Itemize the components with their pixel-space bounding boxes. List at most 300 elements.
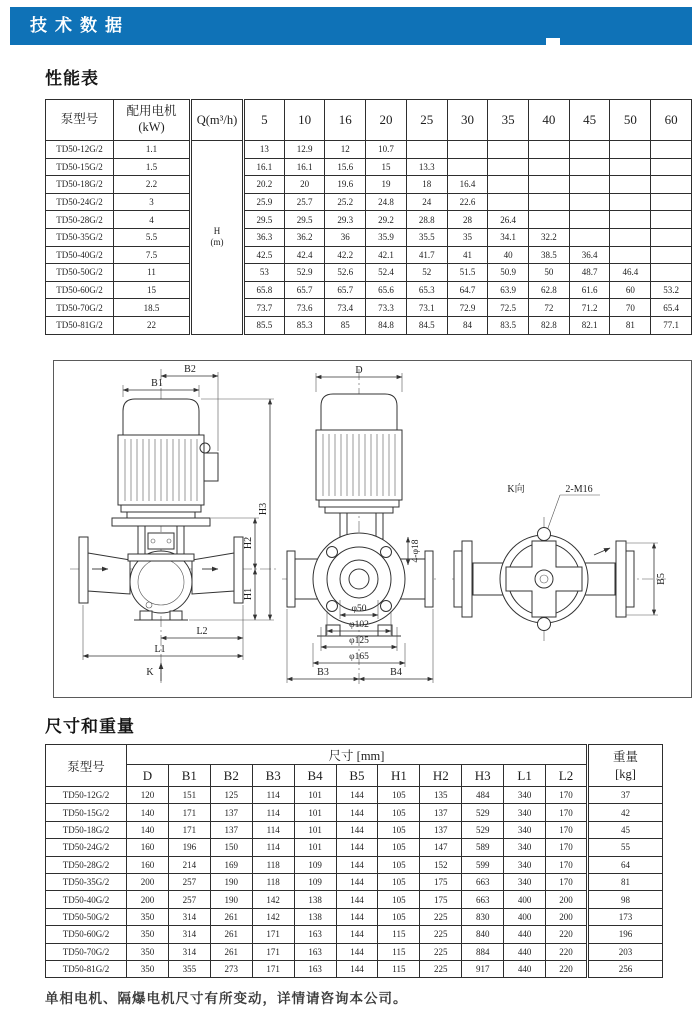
head-value-cell: 28.8 bbox=[406, 211, 447, 229]
flow-column-header: 20 bbox=[366, 100, 407, 141]
dimensions-row bbox=[46, 908, 663, 925]
dim-column-header: B3 bbox=[252, 765, 294, 787]
dimension-value-cell: 101 bbox=[294, 804, 336, 821]
dimension-value-cell: 200 bbox=[127, 873, 169, 890]
weight-value-cell: 81 bbox=[588, 873, 663, 890]
motor-power: 22 bbox=[114, 316, 191, 334]
dimension-value-cell: 125 bbox=[210, 787, 252, 804]
dimension-value-cell: 350 bbox=[127, 926, 169, 943]
head-value-cell bbox=[529, 193, 570, 211]
head-value-cell: 42.5 bbox=[244, 246, 285, 264]
head-value-cell: 22.6 bbox=[447, 193, 488, 211]
dimensions-row bbox=[46, 873, 663, 890]
dimension-value-cell: 118 bbox=[252, 856, 294, 873]
pump-model: TD50-35G/2 bbox=[46, 228, 114, 246]
dimension-value-cell: 170 bbox=[546, 873, 588, 890]
dimension-value-cell: 340 bbox=[504, 821, 546, 838]
dim-label-phi125: φ125 bbox=[349, 636, 369, 646]
head-value-cell bbox=[488, 158, 529, 176]
weight-value-cell: 45 bbox=[588, 821, 663, 838]
head-value-cell: 40 bbox=[488, 246, 529, 264]
head-value-cell: 15 bbox=[366, 158, 407, 176]
motor-power: 18.5 bbox=[114, 299, 191, 317]
dimension-value-cell: 114 bbox=[252, 839, 294, 856]
pump-model: TD50-12G/2 bbox=[46, 787, 127, 804]
head-value-cell: 24.8 bbox=[366, 193, 407, 211]
head-value-cell: 65.3 bbox=[406, 281, 447, 299]
head-value-cell: 73.7 bbox=[244, 299, 285, 317]
flow-column-header: 50 bbox=[610, 100, 651, 141]
head-value-cell: 41.7 bbox=[406, 246, 447, 264]
dim-label-b3: B3 bbox=[317, 667, 329, 678]
head-value-cell: 50.9 bbox=[488, 264, 529, 282]
dimension-value-cell: 115 bbox=[378, 943, 420, 960]
dimensions-row bbox=[46, 804, 663, 821]
flow-column-header: 5 bbox=[244, 100, 285, 141]
head-value-cell bbox=[569, 141, 610, 159]
head-value-cell bbox=[529, 211, 570, 229]
head-value-cell: 13.3 bbox=[406, 158, 447, 176]
dimension-value-cell: 114 bbox=[252, 787, 294, 804]
performance-table-body bbox=[46, 141, 692, 335]
head-value-cell: 50 bbox=[529, 264, 570, 282]
pump-model: TD50-70G/2 bbox=[46, 943, 127, 960]
dimension-value-cell: 150 bbox=[210, 839, 252, 856]
pump-drawings bbox=[54, 361, 691, 697]
head-value-cell: 42.4 bbox=[284, 246, 325, 264]
head-value-cell: 65.7 bbox=[325, 281, 366, 299]
dim-label-phi102: φ102 bbox=[349, 620, 369, 630]
dimension-value-cell: 105 bbox=[378, 856, 420, 873]
dimension-value-cell: 152 bbox=[420, 856, 462, 873]
weight-value-cell: 173 bbox=[588, 908, 663, 925]
dimension-value-cell: 340 bbox=[504, 839, 546, 856]
flow-column-header: 45 bbox=[569, 100, 610, 141]
dimension-value-cell: 120 bbox=[127, 787, 169, 804]
col-flow-rate: Q(m³/h) bbox=[191, 100, 244, 141]
head-value-cell: 52 bbox=[406, 264, 447, 282]
motor-power: 7.5 bbox=[114, 246, 191, 264]
dimension-value-cell: 225 bbox=[420, 926, 462, 943]
header-bar-notch bbox=[546, 38, 560, 46]
head-value-cell bbox=[569, 193, 610, 211]
dimension-value-cell: 140 bbox=[127, 804, 169, 821]
dimension-value-cell: 340 bbox=[504, 804, 546, 821]
head-symbol: H bbox=[213, 225, 221, 236]
dimension-value-cell: 261 bbox=[210, 908, 252, 925]
head-value-cell: 82.8 bbox=[529, 316, 570, 334]
head-value-cell bbox=[569, 211, 610, 229]
dimension-value-cell: 118 bbox=[252, 873, 294, 890]
dimension-value-cell: 257 bbox=[168, 873, 210, 890]
motor-power: 1.5 bbox=[114, 158, 191, 176]
dimension-value-cell: 137 bbox=[420, 804, 462, 821]
dimension-value-cell: 200 bbox=[546, 908, 588, 925]
flow-column-header: 30 bbox=[447, 100, 488, 141]
dimension-value-cell: 190 bbox=[210, 891, 252, 908]
dim-column-header: B1 bbox=[168, 765, 210, 787]
dimension-value-cell: 135 bbox=[420, 787, 462, 804]
dimension-value-cell: 101 bbox=[294, 839, 336, 856]
col-weight-line1: 重量 bbox=[612, 750, 638, 765]
head-value-cell: 24 bbox=[406, 193, 447, 211]
dim-column-header: L1 bbox=[504, 765, 546, 787]
dimension-value-cell: 138 bbox=[294, 908, 336, 925]
head-value-cell: 85.3 bbox=[284, 316, 325, 334]
dimension-value-cell: 137 bbox=[210, 821, 252, 838]
head-value-cell: 72 bbox=[529, 299, 570, 317]
head-value-cell: 84 bbox=[447, 316, 488, 334]
dimensions-header-row-2 bbox=[46, 765, 663, 787]
flow-column-header: 10 bbox=[284, 100, 325, 141]
pump-model: TD50-81G/2 bbox=[46, 960, 127, 977]
dimension-value-cell: 261 bbox=[210, 926, 252, 943]
dimension-value-cell: 163 bbox=[294, 926, 336, 943]
head-value-cell: 84.8 bbox=[366, 316, 407, 334]
header-bar bbox=[10, 7, 692, 45]
head-value-cell: 35 bbox=[447, 228, 488, 246]
performance-row bbox=[46, 281, 692, 299]
dimension-value-cell: 190 bbox=[210, 873, 252, 890]
head-value-cell bbox=[569, 158, 610, 176]
head-value-cell: 15.6 bbox=[325, 158, 366, 176]
dimensions-row bbox=[46, 856, 663, 873]
head-value-cell: 85 bbox=[325, 316, 366, 334]
performance-section-title: 性能表 bbox=[45, 69, 99, 88]
dim-label-b4: B4 bbox=[390, 667, 402, 678]
head-value-cell: 16.4 bbox=[447, 176, 488, 194]
head-value-cell: 29.5 bbox=[284, 211, 325, 229]
head-value-cell: 32.2 bbox=[529, 228, 570, 246]
dimension-value-cell: 350 bbox=[127, 943, 169, 960]
dimension-value-cell: 225 bbox=[420, 908, 462, 925]
pump-side-view-drawing bbox=[70, 364, 276, 683]
col-pump-model: 泵型号 bbox=[46, 745, 127, 787]
head-value-cell: 53 bbox=[244, 264, 285, 282]
head-value-cell: 73.3 bbox=[366, 299, 407, 317]
dim-label-b2: B2 bbox=[184, 364, 196, 375]
performance-row bbox=[46, 176, 692, 194]
head-value-cell: 20 bbox=[284, 176, 325, 194]
dim-column-header: D bbox=[127, 765, 169, 787]
dim-column-header: B2 bbox=[210, 765, 252, 787]
head-value-cell bbox=[651, 246, 692, 264]
dimension-value-cell: 261 bbox=[210, 943, 252, 960]
head-value-cell: 73.1 bbox=[406, 299, 447, 317]
head-value-cell: 77.1 bbox=[651, 316, 692, 334]
head-value-cell: 28 bbox=[447, 211, 488, 229]
dimension-value-cell: 529 bbox=[462, 804, 504, 821]
dimension-value-cell: 144 bbox=[336, 960, 378, 977]
head-value-cell: 52.4 bbox=[366, 264, 407, 282]
pump-model: TD50-35G/2 bbox=[46, 873, 127, 890]
head-value-cell: 82.1 bbox=[569, 316, 610, 334]
weight-value-cell: 98 bbox=[588, 891, 663, 908]
dimension-value-cell: 175 bbox=[420, 873, 462, 890]
head-value-cell bbox=[610, 158, 651, 176]
dimension-value-cell: 314 bbox=[168, 908, 210, 925]
pump-model: TD50-15G/2 bbox=[46, 804, 127, 821]
head-value-cell: 36.3 bbox=[244, 228, 285, 246]
col-weight-line2: [kg] bbox=[615, 766, 636, 781]
head-value-cell: 20.2 bbox=[244, 176, 285, 194]
head-value-cell: 35.5 bbox=[406, 228, 447, 246]
performance-row bbox=[46, 141, 692, 159]
head-value-cell: 81 bbox=[610, 316, 651, 334]
dimension-value-cell: 200 bbox=[127, 891, 169, 908]
view-label-k: K向 bbox=[507, 484, 525, 495]
dimension-value-cell: 115 bbox=[378, 926, 420, 943]
dimensions-row bbox=[46, 821, 663, 838]
dim-label-phi165: φ165 bbox=[349, 652, 369, 662]
pump-model: TD50-18G/2 bbox=[46, 176, 114, 194]
dim-label-h3: H3 bbox=[258, 502, 269, 516]
head-value-cell: 42.1 bbox=[366, 246, 407, 264]
performance-row bbox=[46, 228, 692, 246]
head-value-cell: 42.2 bbox=[325, 246, 366, 264]
head-value-cell: 52.9 bbox=[284, 264, 325, 282]
motor-power: 3 bbox=[114, 193, 191, 211]
flow-column-header: 16 bbox=[325, 100, 366, 141]
head-value-cell: 53.2 bbox=[651, 281, 692, 299]
dimension-value-cell: 138 bbox=[294, 891, 336, 908]
dim-column-header: H3 bbox=[462, 765, 504, 787]
head-value-cell bbox=[651, 176, 692, 194]
dim-column-header: B5 bbox=[336, 765, 378, 787]
pump-model: TD50-12G/2 bbox=[46, 141, 114, 159]
head-value-cell bbox=[610, 228, 651, 246]
footer-note: 单相电机、隔爆电机尺寸有所变动，详情请咨询本公司。 bbox=[45, 991, 408, 1006]
head-value-cell bbox=[529, 141, 570, 159]
head-value-cell bbox=[447, 158, 488, 176]
head-value-cell bbox=[610, 246, 651, 264]
head-value-cell: 46.4 bbox=[610, 264, 651, 282]
dimension-value-cell: 144 bbox=[336, 873, 378, 890]
dimension-value-cell: 105 bbox=[378, 839, 420, 856]
performance-row bbox=[46, 316, 692, 334]
head-value-cell: 83.5 bbox=[488, 316, 529, 334]
dimension-value-cell: 105 bbox=[378, 804, 420, 821]
pump-model: TD50-50G/2 bbox=[46, 264, 114, 282]
head-value-cell: 65.7 bbox=[284, 281, 325, 299]
head-value-cell: 65.4 bbox=[651, 299, 692, 317]
dimension-value-cell: 114 bbox=[252, 804, 294, 821]
head-value-cell: 26.4 bbox=[488, 211, 529, 229]
dimension-value-cell: 350 bbox=[127, 908, 169, 925]
dimension-value-cell: 170 bbox=[546, 839, 588, 856]
head-value-cell: 60 bbox=[610, 281, 651, 299]
dimension-value-cell: 314 bbox=[168, 943, 210, 960]
head-value-cell: 63.9 bbox=[488, 281, 529, 299]
dimension-value-cell: 105 bbox=[378, 891, 420, 908]
col-weight bbox=[588, 745, 663, 787]
dimension-value-cell: 109 bbox=[294, 856, 336, 873]
dimension-value-cell: 220 bbox=[546, 943, 588, 960]
dimension-value-cell: 137 bbox=[210, 804, 252, 821]
dimension-value-cell: 144 bbox=[336, 891, 378, 908]
pump-model: TD50-18G/2 bbox=[46, 821, 127, 838]
dimension-value-cell: 225 bbox=[420, 943, 462, 960]
head-unit-cell bbox=[191, 141, 244, 335]
dimension-value-cell: 144 bbox=[336, 787, 378, 804]
dimension-value-cell: 484 bbox=[462, 787, 504, 804]
dimension-value-cell: 147 bbox=[420, 839, 462, 856]
head-value-cell: 73.4 bbox=[325, 299, 366, 317]
dimension-value-cell: 599 bbox=[462, 856, 504, 873]
dimension-value-cell: 273 bbox=[210, 960, 252, 977]
dimension-value-cell: 109 bbox=[294, 873, 336, 890]
dimension-value-cell: 171 bbox=[168, 804, 210, 821]
head-value-cell: 41 bbox=[447, 246, 488, 264]
dimension-value-cell: 200 bbox=[546, 891, 588, 908]
motor-power: 5.5 bbox=[114, 228, 191, 246]
head-value-cell: 48.7 bbox=[569, 264, 610, 282]
dim-label-d: D bbox=[355, 365, 363, 376]
pump-model: TD50-40G/2 bbox=[46, 246, 114, 264]
dimension-value-cell: 101 bbox=[294, 787, 336, 804]
dimension-value-cell: 175 bbox=[420, 891, 462, 908]
dimension-value-cell: 101 bbox=[294, 821, 336, 838]
head-value-cell: 13 bbox=[244, 141, 285, 159]
dimension-value-cell: 170 bbox=[546, 787, 588, 804]
dim-column-header: H2 bbox=[420, 765, 462, 787]
head-value-cell: 29.3 bbox=[325, 211, 366, 229]
head-value-cell: 85.5 bbox=[244, 316, 285, 334]
pump-model: TD50-28G/2 bbox=[46, 211, 114, 229]
dim-label-b1: B1 bbox=[151, 378, 163, 389]
performance-table bbox=[45, 99, 692, 335]
dimension-value-cell: 400 bbox=[504, 908, 546, 925]
pump-model: TD50-81G/2 bbox=[46, 316, 114, 334]
head-value-cell: 35.9 bbox=[366, 228, 407, 246]
dimension-value-cell: 663 bbox=[462, 891, 504, 908]
head-value-cell: 61.6 bbox=[569, 281, 610, 299]
motor-power: 1.1 bbox=[114, 141, 191, 159]
dim-label-h2: H2 bbox=[243, 536, 254, 550]
pump-model: TD50-40G/2 bbox=[46, 891, 127, 908]
head-value-cell bbox=[651, 141, 692, 159]
dimension-value-cell: 171 bbox=[252, 943, 294, 960]
head-value-cell: 72.5 bbox=[488, 299, 529, 317]
dimension-value-cell: 163 bbox=[294, 960, 336, 977]
dimension-value-cell: 830 bbox=[462, 908, 504, 925]
motor-power: 2.2 bbox=[114, 176, 191, 194]
dim-column-header: B4 bbox=[294, 765, 336, 787]
head-value-cell: 36.2 bbox=[284, 228, 325, 246]
dim-label-l1: L1 bbox=[154, 644, 166, 655]
dimension-value-cell: 340 bbox=[504, 873, 546, 890]
dimensions-header-row-1 bbox=[46, 745, 663, 765]
dimensions-row bbox=[46, 891, 663, 908]
head-value-cell: 36.4 bbox=[569, 246, 610, 264]
head-value-cell bbox=[651, 158, 692, 176]
head-value-cell: 62.8 bbox=[529, 281, 570, 299]
dimension-value-cell: 170 bbox=[546, 821, 588, 838]
pump-model: TD50-70G/2 bbox=[46, 299, 114, 317]
head-value-cell: 29.2 bbox=[366, 211, 407, 229]
dimension-value-cell: 225 bbox=[420, 960, 462, 977]
dimension-value-cell: 196 bbox=[168, 839, 210, 856]
pump-model: TD50-60G/2 bbox=[46, 281, 114, 299]
pump-model: TD50-24G/2 bbox=[46, 193, 114, 211]
dimensions-row bbox=[46, 839, 663, 856]
dimension-value-cell: 257 bbox=[168, 891, 210, 908]
dimensions-row bbox=[46, 787, 663, 804]
motor-power: 4 bbox=[114, 211, 191, 229]
dimension-value-cell: 169 bbox=[210, 856, 252, 873]
head-value-cell: 29.5 bbox=[244, 211, 285, 229]
dimension-value-cell: 884 bbox=[462, 943, 504, 960]
pump-model: TD50-15G/2 bbox=[46, 158, 114, 176]
head-value-cell: 34.1 bbox=[488, 228, 529, 246]
dimension-value-cell: 142 bbox=[252, 891, 294, 908]
dimension-value-cell: 350 bbox=[127, 960, 169, 977]
dimensions-table bbox=[45, 744, 663, 978]
dimension-value-cell: 220 bbox=[546, 960, 588, 977]
head-value-cell: 52.6 bbox=[325, 264, 366, 282]
performance-row bbox=[46, 158, 692, 176]
weight-value-cell: 196 bbox=[588, 926, 663, 943]
dimension-value-cell: 144 bbox=[336, 821, 378, 838]
head-value-cell bbox=[610, 211, 651, 229]
dim-label-2-m16: 2-M16 bbox=[565, 484, 593, 495]
dimension-value-cell: 144 bbox=[336, 943, 378, 960]
dimension-value-cell: 151 bbox=[168, 787, 210, 804]
dimension-value-cell: 529 bbox=[462, 821, 504, 838]
dimension-value-cell: 840 bbox=[462, 926, 504, 943]
dimension-value-cell: 440 bbox=[504, 943, 546, 960]
col-dimensions-group: 尺寸 [mm] bbox=[127, 745, 588, 765]
head-value-cell bbox=[529, 176, 570, 194]
head-value-cell: 18 bbox=[406, 176, 447, 194]
head-value-cell bbox=[651, 193, 692, 211]
weight-value-cell: 55 bbox=[588, 839, 663, 856]
dim-column-header: L2 bbox=[546, 765, 588, 787]
technical-drawings-panel bbox=[53, 360, 692, 698]
head-value-cell: 19.6 bbox=[325, 176, 366, 194]
col-pump-model: 泵型号 bbox=[46, 100, 114, 141]
dim-label-h1: H1 bbox=[243, 587, 254, 601]
dimensions-table-body bbox=[46, 787, 663, 978]
dimension-value-cell: 163 bbox=[294, 943, 336, 960]
dimension-value-cell: 314 bbox=[168, 926, 210, 943]
dimension-value-cell: 663 bbox=[462, 873, 504, 890]
pump-model: TD50-60G/2 bbox=[46, 926, 127, 943]
performance-row bbox=[46, 193, 692, 211]
dimension-value-cell: 171 bbox=[252, 960, 294, 977]
head-value-cell: 70 bbox=[610, 299, 651, 317]
dim-column-header: H1 bbox=[378, 765, 420, 787]
weight-value-cell: 203 bbox=[588, 943, 663, 960]
dimension-value-cell: 144 bbox=[336, 926, 378, 943]
performance-row bbox=[46, 264, 692, 282]
dim-label-phi50: φ50 bbox=[351, 604, 367, 614]
head-value-cell: 71.2 bbox=[569, 299, 610, 317]
pump-model: TD50-28G/2 bbox=[46, 856, 127, 873]
head-value-cell bbox=[610, 193, 651, 211]
flow-column-header: 25 bbox=[406, 100, 447, 141]
dimension-value-cell: 115 bbox=[378, 960, 420, 977]
dimension-value-cell: 160 bbox=[127, 839, 169, 856]
dimension-value-cell: 340 bbox=[504, 787, 546, 804]
head-value-cell: 25.7 bbox=[284, 193, 325, 211]
dimension-value-cell: 105 bbox=[378, 821, 420, 838]
dimension-value-cell: 355 bbox=[168, 960, 210, 977]
col-motor-line2: (kW) bbox=[138, 120, 165, 134]
head-value-cell: 72.9 bbox=[447, 299, 488, 317]
dim-label-4-phi18: 4-φ18 bbox=[411, 539, 421, 563]
head-value-cell: 51.5 bbox=[447, 264, 488, 282]
